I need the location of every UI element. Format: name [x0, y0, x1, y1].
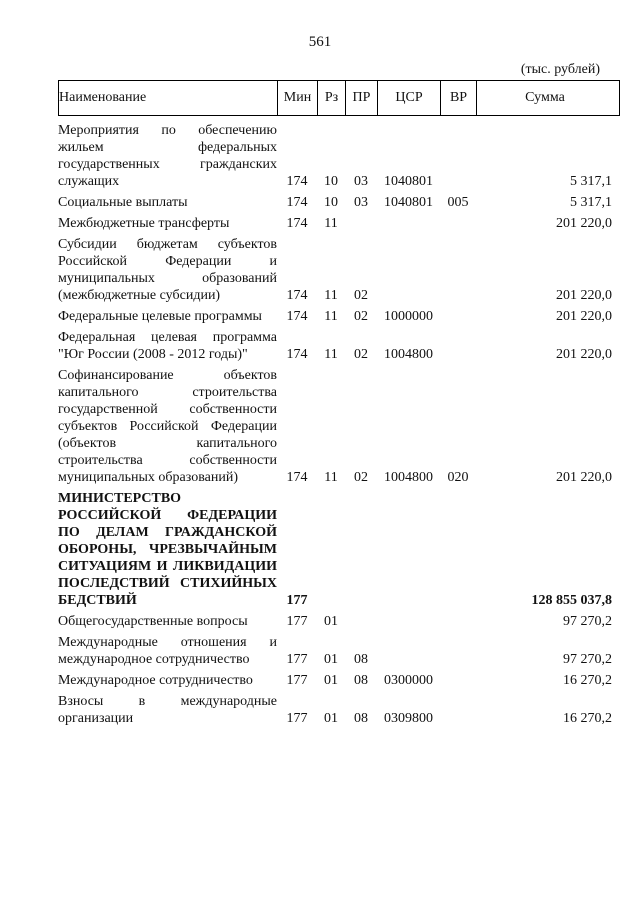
row-sum: 16 270,2 [563, 673, 612, 688]
row-name: Взносы в международные организации [58, 694, 277, 726]
header-min: Мин [278, 81, 318, 115]
row-pr: 08 [354, 711, 368, 726]
row-min: 177 [286, 673, 308, 688]
table-header [58, 80, 620, 116]
row-name: Субсидии бюджетам субъектов Российской Федерации и муниципальных образований (межбюджетные субсидии) [58, 237, 277, 303]
row-csr: 1000000 [384, 309, 433, 324]
row-min: 174 [286, 288, 308, 303]
budget-table [58, 80, 620, 727]
table-row [58, 329, 620, 363]
table-row [58, 215, 620, 232]
row-sum: 201 220,0 [556, 347, 612, 362]
row-name: Социальные выплаты [58, 195, 188, 210]
table-row [58, 122, 620, 190]
row-min: 174 [286, 216, 308, 231]
row-csr: 0300000 [384, 673, 433, 688]
table-row [58, 308, 620, 325]
row-rz: 11 [324, 470, 338, 485]
row-csr: 1040801 [384, 174, 433, 189]
page-number: 561 [308, 34, 332, 50]
row-name: Софинансирование объектов капитального строительства государственной собственности субъектов Российской Федерации (объектов капитального строительства собственности муниципальных образований) [58, 368, 277, 485]
row-min: 177 [286, 614, 308, 629]
table-row [58, 194, 620, 211]
table-row [58, 236, 620, 304]
row-sum: 5 317,1 [570, 174, 612, 189]
row-name: МИНИСТЕРСТВО РОССИЙСКОЙ ФЕДЕРАЦИИ ПО ДЕЛАМ ГРАЖДАНСКОЙ ОБОРОНЫ, ЧРЕЗВЫЧАЙНЫМ СИТУАЦИЯМ И ЛИКВИДАЦИИ ПОСЛЕДСТВИЙ СТИХИЙНЫХ БЕДСТВИЙ [58, 491, 277, 608]
row-pr: 02 [354, 347, 368, 362]
row-min: 177 [286, 593, 308, 608]
row-rz: 11 [324, 347, 338, 362]
row-rz: 01 [324, 652, 338, 667]
row-min: 174 [286, 309, 308, 324]
row-rz: 11 [324, 216, 338, 231]
row-min: 174 [286, 195, 308, 210]
row-sum: 201 220,0 [556, 288, 612, 303]
row-rz: 01 [324, 711, 338, 726]
row-name: Общегосударственные вопросы [58, 614, 248, 629]
row-name: Мероприятия по обеспечению жильем федеральных государственных гражданских служащих [58, 123, 277, 189]
row-name: Федеральная целевая программа "Юг России (2008 - 2012 годы)" [58, 330, 277, 362]
row-csr: 1040801 [384, 195, 433, 210]
row-rz: 10 [324, 174, 338, 189]
row-csr: 1004800 [384, 347, 433, 362]
table-row [58, 613, 620, 630]
row-csr: 1004800 [384, 470, 433, 485]
row-pr: 02 [354, 470, 368, 485]
header-sum: Сумма [525, 90, 565, 105]
table-row-ministry [58, 490, 620, 609]
header-pr: ПР [346, 81, 378, 115]
row-rz: 01 [324, 614, 338, 629]
row-pr: 02 [354, 288, 368, 303]
header-rz: Рз [318, 81, 346, 115]
row-pr: 08 [354, 652, 368, 667]
row-rz: 01 [324, 673, 338, 688]
row-name: Межбюджетные трансферты [58, 216, 230, 231]
row-sum: 16 270,2 [563, 711, 612, 726]
table-row [58, 693, 620, 727]
table-row [58, 672, 620, 689]
row-pr: 08 [354, 673, 368, 688]
row-csr: 0309800 [384, 711, 433, 726]
header-name: Наименование [59, 81, 278, 115]
row-min: 174 [286, 174, 308, 189]
table-row [58, 634, 620, 668]
row-min: 177 [286, 711, 308, 726]
row-min: 177 [286, 652, 308, 667]
row-name: Федеральные целевые программы [58, 309, 262, 324]
row-name: Международное сотрудничество [58, 673, 253, 688]
row-name: Международные отношения и международное сотрудничество [58, 635, 277, 667]
row-sum: 97 270,2 [563, 652, 612, 667]
row-min: 174 [286, 347, 308, 362]
row-vr: 005 [447, 195, 469, 210]
row-sum: 97 270,2 [563, 614, 612, 629]
row-rz: 11 [324, 309, 338, 324]
units-label: (тыс. рублей) [520, 62, 600, 77]
header-csr: ЦСР [378, 81, 441, 115]
row-pr: 02 [354, 309, 368, 324]
row-pr: 03 [354, 195, 368, 210]
row-pr: 03 [354, 174, 368, 189]
row-sum: 201 220,0 [556, 309, 612, 324]
header-vr: ВР [441, 81, 477, 115]
table-row [58, 367, 620, 486]
row-rz: 11 [324, 288, 338, 303]
row-sum: 5 317,1 [570, 195, 612, 210]
row-vr: 020 [447, 470, 469, 485]
row-min: 174 [286, 470, 308, 485]
row-sum: 201 220,0 [556, 216, 612, 231]
row-rz: 10 [324, 195, 338, 210]
row-sum: 128 855 037,8 [531, 593, 612, 608]
row-sum: 201 220,0 [556, 470, 612, 485]
